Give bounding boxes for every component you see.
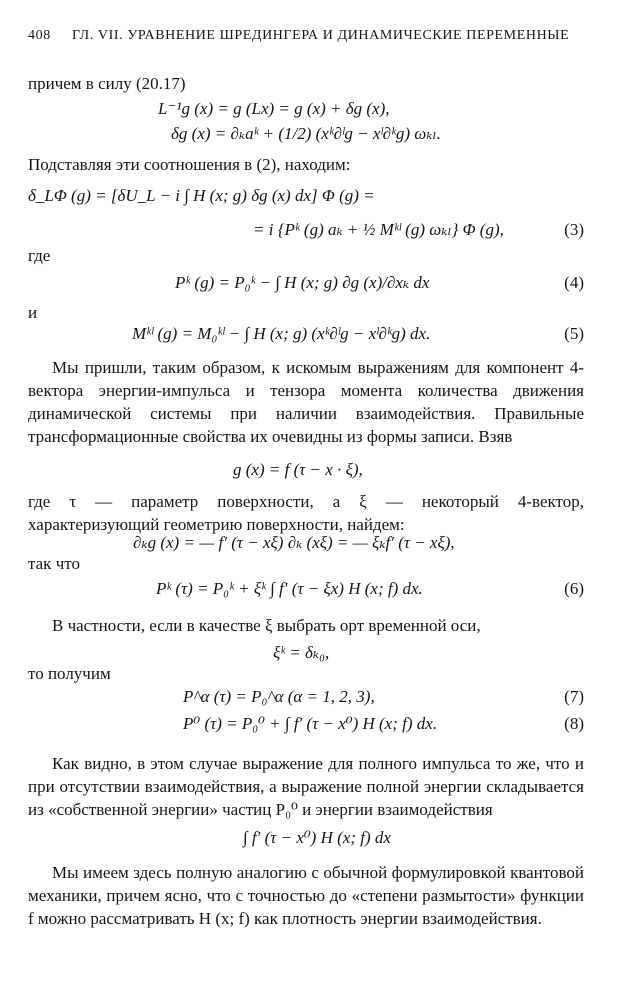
running-title: ГЛ. VII. УРАВНЕНИЕ ШРЕДИНГЕРА И ДИНАМИЧЕСКИЕ ПЕРЕМЕННЫЕ [72,28,570,43]
and-text: и [28,303,38,322]
equation-interaction-energy: ∫ f′ (τ − x⁰) H (x; f) dx [243,828,391,847]
paragraph-4: Как видно, в этом случае выражение для полного импульса то же, что и при отсутствии взаимодействия, а выражение полной энергии складывается из «собственной энергии» частиц P₀⁰ и энергии взаимодействия [28,754,584,819]
equation-8: P⁰ (τ) = P₀⁰ + ∫ f′ (τ − x⁰) H (x; f) dx. [183,714,438,733]
equation-4-number: (4) [564,273,584,292]
equation-6: Pᵏ (τ) = P₀ᵏ + ξᵏ ∫ f′ (τ − ξx) H (x; f) dx. [156,579,423,598]
equation-xi: ξᵏ = δₖ₀, [273,643,330,662]
equation-8-number: (8) [564,714,584,733]
paragraph-1: Мы пришли, таким образом, к искомым выражениям для компонент 4-вектора энергии-импульса и тензора момента количества движения динамической системы при наличии взаимодействия. Правильные трансформационные свойства их очевидны из формы записи. Взяв [28,358,584,446]
paragraph-5: Мы имеем здесь полную аналогию с обычной формулировкой квантовой механики, причем ясно, что с точностью до «степени размытости» функции f можно рассматривать H (x; f) как плотность энергии взаимодействия. [28,863,584,928]
equation-3-line-2: = i {Pᵏ (g) aₖ + ½ Mᵏˡ (g) ωₖₗ} Φ (g), [253,220,504,239]
equation-3-line-1: δ_LΦ (g) = [δU_L − i ∫ H (x; g) δg (x) dx] Φ (g) = [28,186,375,205]
equation-5: Mᵏˡ (g) = M₀ᵏˡ − ∫ H (x; g) (xᵏ∂ˡg − xˡ∂ᵏg) dx. [132,324,431,343]
equation-delta-g: δg (x) = ∂ₖaᵏ + (1/2) (xᵏ∂ˡg − xˡ∂ᵏg) ωₖₗ. [171,124,441,143]
equation-5-number: (5) [564,324,584,343]
where-text: где [28,246,51,265]
equation-3-number: (3) [564,220,584,239]
equation-7: P^α (τ) = P₀^α (α = 1, 2, 3), [183,687,375,706]
paragraph-2: где τ — параметр поверхности, а ξ — некоторый 4-вектор, характеризующий геометрию поверхности, найдем: [28,492,584,534]
equation-6-number: (6) [564,579,584,598]
intro-text: причем в силу (20.17) [28,74,186,93]
equation-g-definition: g (x) = f (τ − x · ξ), [233,460,363,479]
running-header [28,28,588,44]
book-page [28,0,584,1000]
equation-7-number: (7) [564,687,584,706]
so-that-text: так что [28,554,80,573]
page-number: 408 [28,28,51,43]
substituting-text: Подставляя эти соотношения в (2), находим: [28,155,351,174]
equation-derivative: ∂ₖg (x) = — f′ (τ − xξ) ∂ₖ (xξ) = — ξₖf′ (τ − xξ), [133,533,455,552]
paragraph-3: В частности, если в качестве ξ выбрать орт временной оси, [52,616,481,635]
equation-inverse-transform: L⁻¹g (x) = g (Lx) = g (x) + δg (x), [158,99,390,118]
then-text: то получим [28,664,111,683]
equation-4: Pᵏ (g) = P₀ᵏ − ∫ H (x; g) ∂g (x)/∂xₖ dx [175,273,430,292]
